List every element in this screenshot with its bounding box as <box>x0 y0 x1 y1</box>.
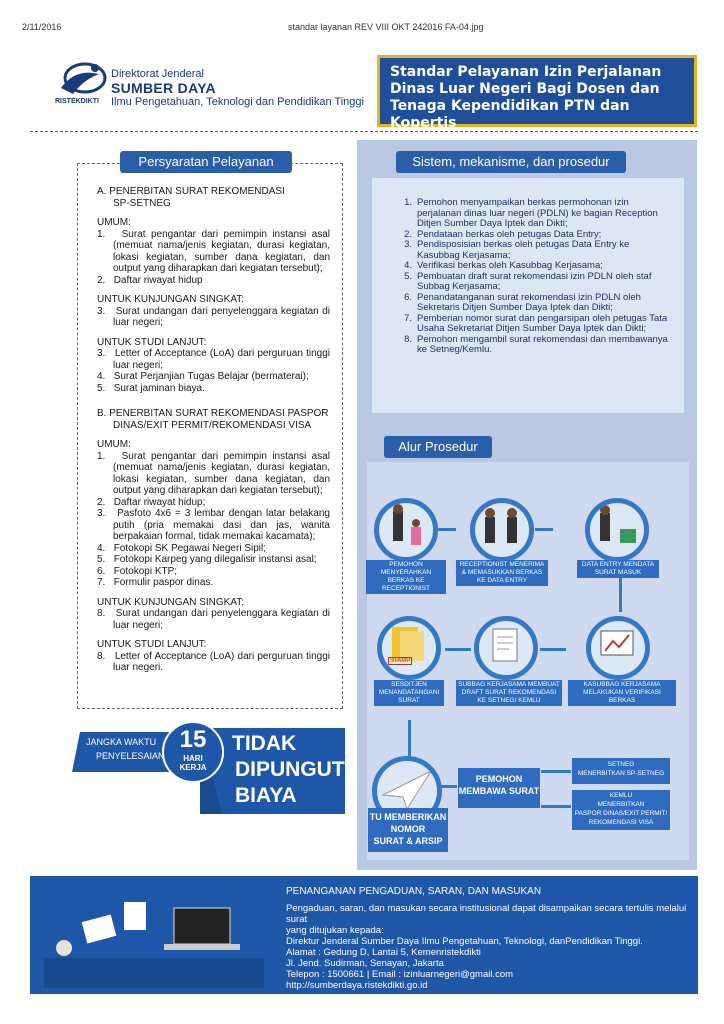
title-line1: Standar Pelayanan Izin Perjalanan <box>390 64 662 80</box>
footer-line5: Jl. Jend. Sudirman, Senayan, Jakarta <box>286 958 444 969</box>
footer-line3: Direktur Jenderal Sumber Daya Ilmu Pengetahuan, Teknologi, danPendidikan Tinggi. <box>286 936 643 947</box>
list-item: 8. Letter of Acceptance (LoA) dari perguruan tinggi luar negeri. <box>97 650 330 673</box>
logo-text: RISTEKDIKTI <box>55 98 99 105</box>
secB-singkat: UNTUK KUNJUNGAN SINGKAT: <box>97 596 245 608</box>
list-item: 1. Pemohon menyampaikan berkas permohonan izin perjalanan dinas luar negeri (PDLN) ke bagian Reception Ditjen Sumber Daya Iptek dan Dikti; <box>404 197 658 229</box>
list-item: 4. Surat Perjanjian Tugas Belajar (bermaterai); <box>97 371 309 382</box>
secA-lanjut: UNTUK STUDI LANJUT: <box>97 336 207 348</box>
secB-umum: UMUM: <box>97 439 131 450</box>
list-item: 5. Fotokopi Karpeg yang dilegalisir instansi asal; <box>97 554 317 565</box>
page-title <box>377 55 697 131</box>
print-date: 2/11/2016 <box>22 22 62 32</box>
list-item: 4. Fotokopi SK Pegawai Negeri Sipil; <box>97 542 266 554</box>
list-item: 8. Surat undangan dari penyelenggara kegiatan di luar negeri; <box>97 608 330 631</box>
footer-line2: yang ditujukan kepada: <box>286 925 384 936</box>
secA-title1: A. PENERBITAN SURAT REKOMENDASI <box>97 186 285 197</box>
step5-illustration <box>474 616 538 680</box>
secA-title2: SP-SETNEG <box>113 197 171 209</box>
org-line2: SUMBER DAYA <box>111 80 216 96</box>
desk-illustration <box>44 888 264 988</box>
list-item: 3. Surat undangan dari penyelenggara kegiatan di luar negeri; <box>97 305 330 328</box>
ristekdikti-logo <box>55 58 107 108</box>
title-line3: Tenaga Kependidikan PTN dan Kopertis <box>390 98 630 131</box>
list-item: 1. Surat pengantar dari pemimpin instansi asal (memuat nama/jenis kegiatan, durasi kegiatan, lokasi kegiatan, sumber dana kegiatan, dan output yang diharapkan dari kegiatan tersebut); <box>97 450 330 496</box>
arrow-2-3 <box>535 528 553 531</box>
footer-line1: Pengaduan, saran, dan masukan secara institusional dapat disampaikan secara tertulis melalui surat <box>286 903 687 925</box>
org-line3: Ilmu Pengetahuan, Teknologi dan Pendidikan Tinggi <box>111 96 364 108</box>
step2-label: RECEPTIONIST MENERIMA & MEMASUKKAN BERKAS KE DATA ENTRY <box>456 560 548 586</box>
org-line1: Direktorat Jenderal <box>111 68 204 80</box>
footer-text <box>286 903 691 991</box>
tu-line2: NOMOR <box>390 824 426 834</box>
secB-title1: B. PENERBITAN SURAT REKOMENDASI PASPOR <box>97 408 329 419</box>
list-item: 5. Surat jaminan biaya. <box>97 382 205 394</box>
kemlu-line1: KEMLU <box>609 792 633 799</box>
kemlu-line3: PASPOR DINAS/EXIT PERMIT/ <box>574 810 668 817</box>
system-heading: Sistem, mekanisme, dan prosedur <box>396 151 626 173</box>
header-divider <box>30 131 698 132</box>
requirements-heading: Persyaratan Pelayanan <box>120 151 292 173</box>
arrow-bawa-kemlu <box>541 805 571 808</box>
free-line1: TIDAK <box>232 732 297 755</box>
arrow-bawa-setneg <box>541 770 571 773</box>
tu-line1: TU MEMBERIKAN <box>369 812 447 822</box>
list-item: 7. Formulir paspor dinas. <box>97 577 214 588</box>
list-item: 7. Pemberian nomor surat dan pengarsipan oleh petugas Tata Usaha Sekretariat Ditjen Sumber Daya Iptek dan Dikti; <box>404 312 668 334</box>
step2-illustration <box>470 498 534 562</box>
list-item: 2. Daftar riwayat hidup <box>97 274 203 286</box>
flow-heading: Alur Prosedur <box>384 436 492 458</box>
kemlu-line2: MENERBITKAN <box>597 801 645 808</box>
step6-illustration <box>377 616 441 680</box>
footer-line7: http://sumberdaya.ristekdikti.go.id <box>286 980 428 991</box>
list-item: 5. Pembuatan draft surat rekomendasi izin PDLN oleh staf Subbag Kerjasama; <box>404 270 652 292</box>
bawa-line2: MEMBAWA SURAT <box>458 786 540 796</box>
step5-label: SUBBAG KERJASAMA MEMBUAT DRAFT SURAT REKOMENDASI KE SETNEG/ KEMLU <box>456 680 562 706</box>
step1-illustration <box>374 498 438 562</box>
list-item: 3. Pasfoto 4x6 = 3 lembar dengan latar belakang putih (pria memakai dasi dan jas, wanita berpakaian formal, tidak memakai kacamata); <box>97 508 330 542</box>
arrow-tu-bawa <box>441 785 457 788</box>
service-time-badge <box>72 718 352 822</box>
list-item: 3. Letter of Acceptance (LoA) dari perguruan tinggi luar negeri; <box>97 348 330 371</box>
list-item: 2. Pendataan berkas oleh petugas Data Entry; <box>404 228 602 240</box>
secA-singkat: UNTUK KUNJUNGAN SINGKAT: <box>97 294 245 305</box>
print-filename: standar layanan REV VIII OKT 242016 FA-04.jpg <box>288 22 484 32</box>
waktu-days: 15 <box>179 726 207 753</box>
secB-lanjut: UNTUK STUDI LANJUT: <box>97 639 207 650</box>
arrow-6-tu <box>408 720 411 756</box>
step4-illustration <box>586 616 650 680</box>
footer-line6: Telepon : 1500661 | Email : izinluarnegeri@gmail.com <box>286 969 514 980</box>
waktu-unit1: HARI <box>183 754 203 763</box>
list-item: 1. Surat pengantar dari pemimpin instansi asal (memuat nama/jenis kegiatan, durasi kegiatan, lokasi kegiatan, sumber dana kegiatan, dan output yang diharapkan dari kegiatan tersebut); <box>97 228 330 274</box>
free-line3: BIAYA <box>235 784 297 807</box>
bawa-line1: PEMOHON <box>475 774 523 784</box>
list-item: 6. Penandatanganan surat rekomendasi izin PDLN oleh Sekretaris Ditjen Sumber Daya Iptek dan Dikti; <box>404 291 641 313</box>
arrow-4-5 <box>540 648 566 651</box>
stamp-text: STAMP <box>390 658 411 664</box>
secB-title2: DINAS/EXIT PERMIT/REKOMENDASI VISA <box>113 419 312 431</box>
step6-label: SESDITJEN MENANDATANGANI SURAT <box>374 680 444 706</box>
requirements-content <box>97 186 330 674</box>
list-item: 3. Pendisposisian berkas oleh petugas Data Entry ke Kasubbag Kerjasama; <box>404 239 630 261</box>
list-item: 4. Verifikasi berkas oleh Kasubbag Kerjasama; <box>404 260 603 271</box>
list-item: 2. Daftar riwayat hidup; <box>97 496 206 508</box>
footer-title: PENANGANAN PENGADUAN, SARAN, DAN MASUKAN <box>286 886 542 897</box>
title-line2: Dinas Luar Negeri Bagi Dosen dan <box>390 81 660 97</box>
footer-line4: Alamat : Gedung D, Lantai 5, Kemenristekdikti <box>286 947 481 958</box>
step1-label: PEMOHON MENYERAHKAN BERKAS KE RECEPTIONIST <box>366 560 446 594</box>
waktu-label1: JANGKA WAKTU <box>86 737 157 747</box>
setneg-line1: SETNEG <box>607 761 635 768</box>
step4-label: KASUBBAG KERJASAMA MELAKUKAN VERIFIKASI BERKAS <box>568 680 676 706</box>
arrow-1-2 <box>438 528 456 531</box>
list-item: 8. Pemohon mengambil surat rekomendasi dan membawanya ke Setneg/Kemlu. <box>404 333 668 355</box>
step3-label: DATA ENTRY MENDATA SURAT MASUK <box>577 560 659 578</box>
waktu-unit2: KERJA <box>179 763 207 772</box>
arrow-3-4 <box>619 576 622 612</box>
tu-line3: SURAT & ARSIP <box>373 836 443 846</box>
list-item: 6. Fotokopi KTP; <box>97 565 178 577</box>
step3-illustration <box>585 498 649 562</box>
system-list <box>398 198 670 356</box>
kemlu-line4: REKOMENDASI VISA <box>588 819 654 826</box>
waktu-label2: PENYELESAIAN <box>96 751 165 761</box>
arrow-5-6 <box>445 648 471 651</box>
secA-umum: UMUM: <box>97 217 131 228</box>
setneg-line2: MENERBITKAN SP-SETNEG <box>577 770 665 777</box>
free-line2: DIPUNGUT <box>235 758 345 781</box>
